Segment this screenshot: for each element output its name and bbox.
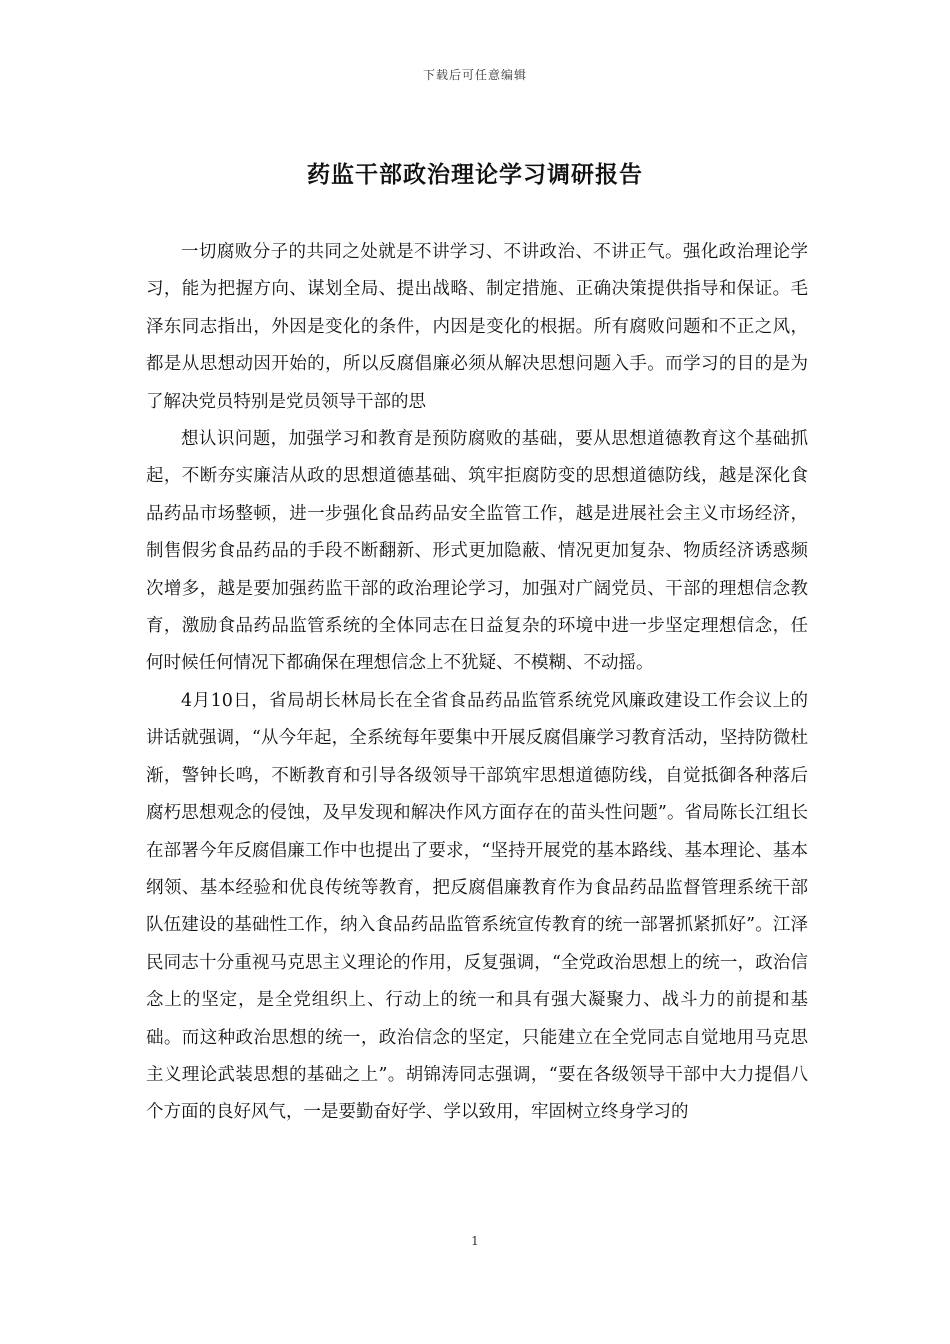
header-note: 下载后可任意编辑 [422, 68, 527, 82]
document-title: 药监干部政治理论学习调研报告 [307, 161, 643, 188]
paragraph-1: 一切腐败分子的共同之处就是不讲学习、不讲政治、不讲正气。强化政治理论学习，能为把握方向、谋划全局、提出战略、制定措施、正确决策提供指导和保证。毛泽东同志指出，外因是变化的条件，内因是变化的根据。所有腐败问题和不正之风，都是从思想动因开始的，所以反腐倡廉必须从解决思想问题入手。而学习的目的是为了解决党员特别是党员领导干部的思 [146, 242, 808, 412]
page-number: 1 [471, 1234, 479, 1248]
paragraph-2: 想认识问题，加强学习和教育是预防腐败的基础，要从思想道德教育这个基础抓起，不断夯实廉洁从政的思想道德基础、筑牢拒腐防变的思想道德防线，越是深化食品药品市场整顿，进一步强化食品药品安全监管工作，越是进展社会主义市场经济，制售假劣食品药品的手段不断翻新、形式更加隐蔽、情况更加复杂、物质经济诱惑频次增多，越是要加强药监干部的政治理论学习，加强对广阔党员、干部的理想信念教育，激励食品药品监管系统的全体同志在日益复杂的环境中进一步坚定理想信念，任何时候任何情况下都确保在理想信念上不犹疑、不模糊、不动摇。 [146, 429, 808, 674]
paragraph-3: 4月10日，省局胡长林局长在全省食品药品监管系统党风廉政建设工作会议上的讲话就强调，“从今年起，全系统每年要集中开展反腐倡廉学习教育活动，坚持防微杜渐，警钟长鸣，不断教育和引导各级领导干部筑牢思想道德防线，自觉抵御各种落后腐朽思想观念的侵蚀，及早发现和解决作风方面存在的苗头性问题”。省局陈长江组长在部署今年反腐倡廉工作中也提出了要求，“坚持开展党的基本路线、基本理论、基本纲领、基本经验和优良传统等教育，把反腐倡廉教育作为食品药品监督管理系统干部队伍建设的基础性工作，纳入食品药品监管系统宣传教育的统一部署抓紧抓好”。江泽民同志十分重视马克思主义理论的作用，反复强调，“全党政治思想上的统一，政治信念上的坚定，是全党组织上、行动上的统一和具有强大凝聚力、战斗力的前提和基础。而这种政治思想的统一，政治信念的坚定，只能建立在全党同志自觉地用马克思主义理论武装思想的基础之上”。胡锦涛同志强调，“要在各级领导干部中大力提倡八个方面的良好风气，一是要勤奋好学、学以致用，牢固树立终身学习的 [146, 690, 808, 1123]
document-body [146, 234, 808, 1132]
